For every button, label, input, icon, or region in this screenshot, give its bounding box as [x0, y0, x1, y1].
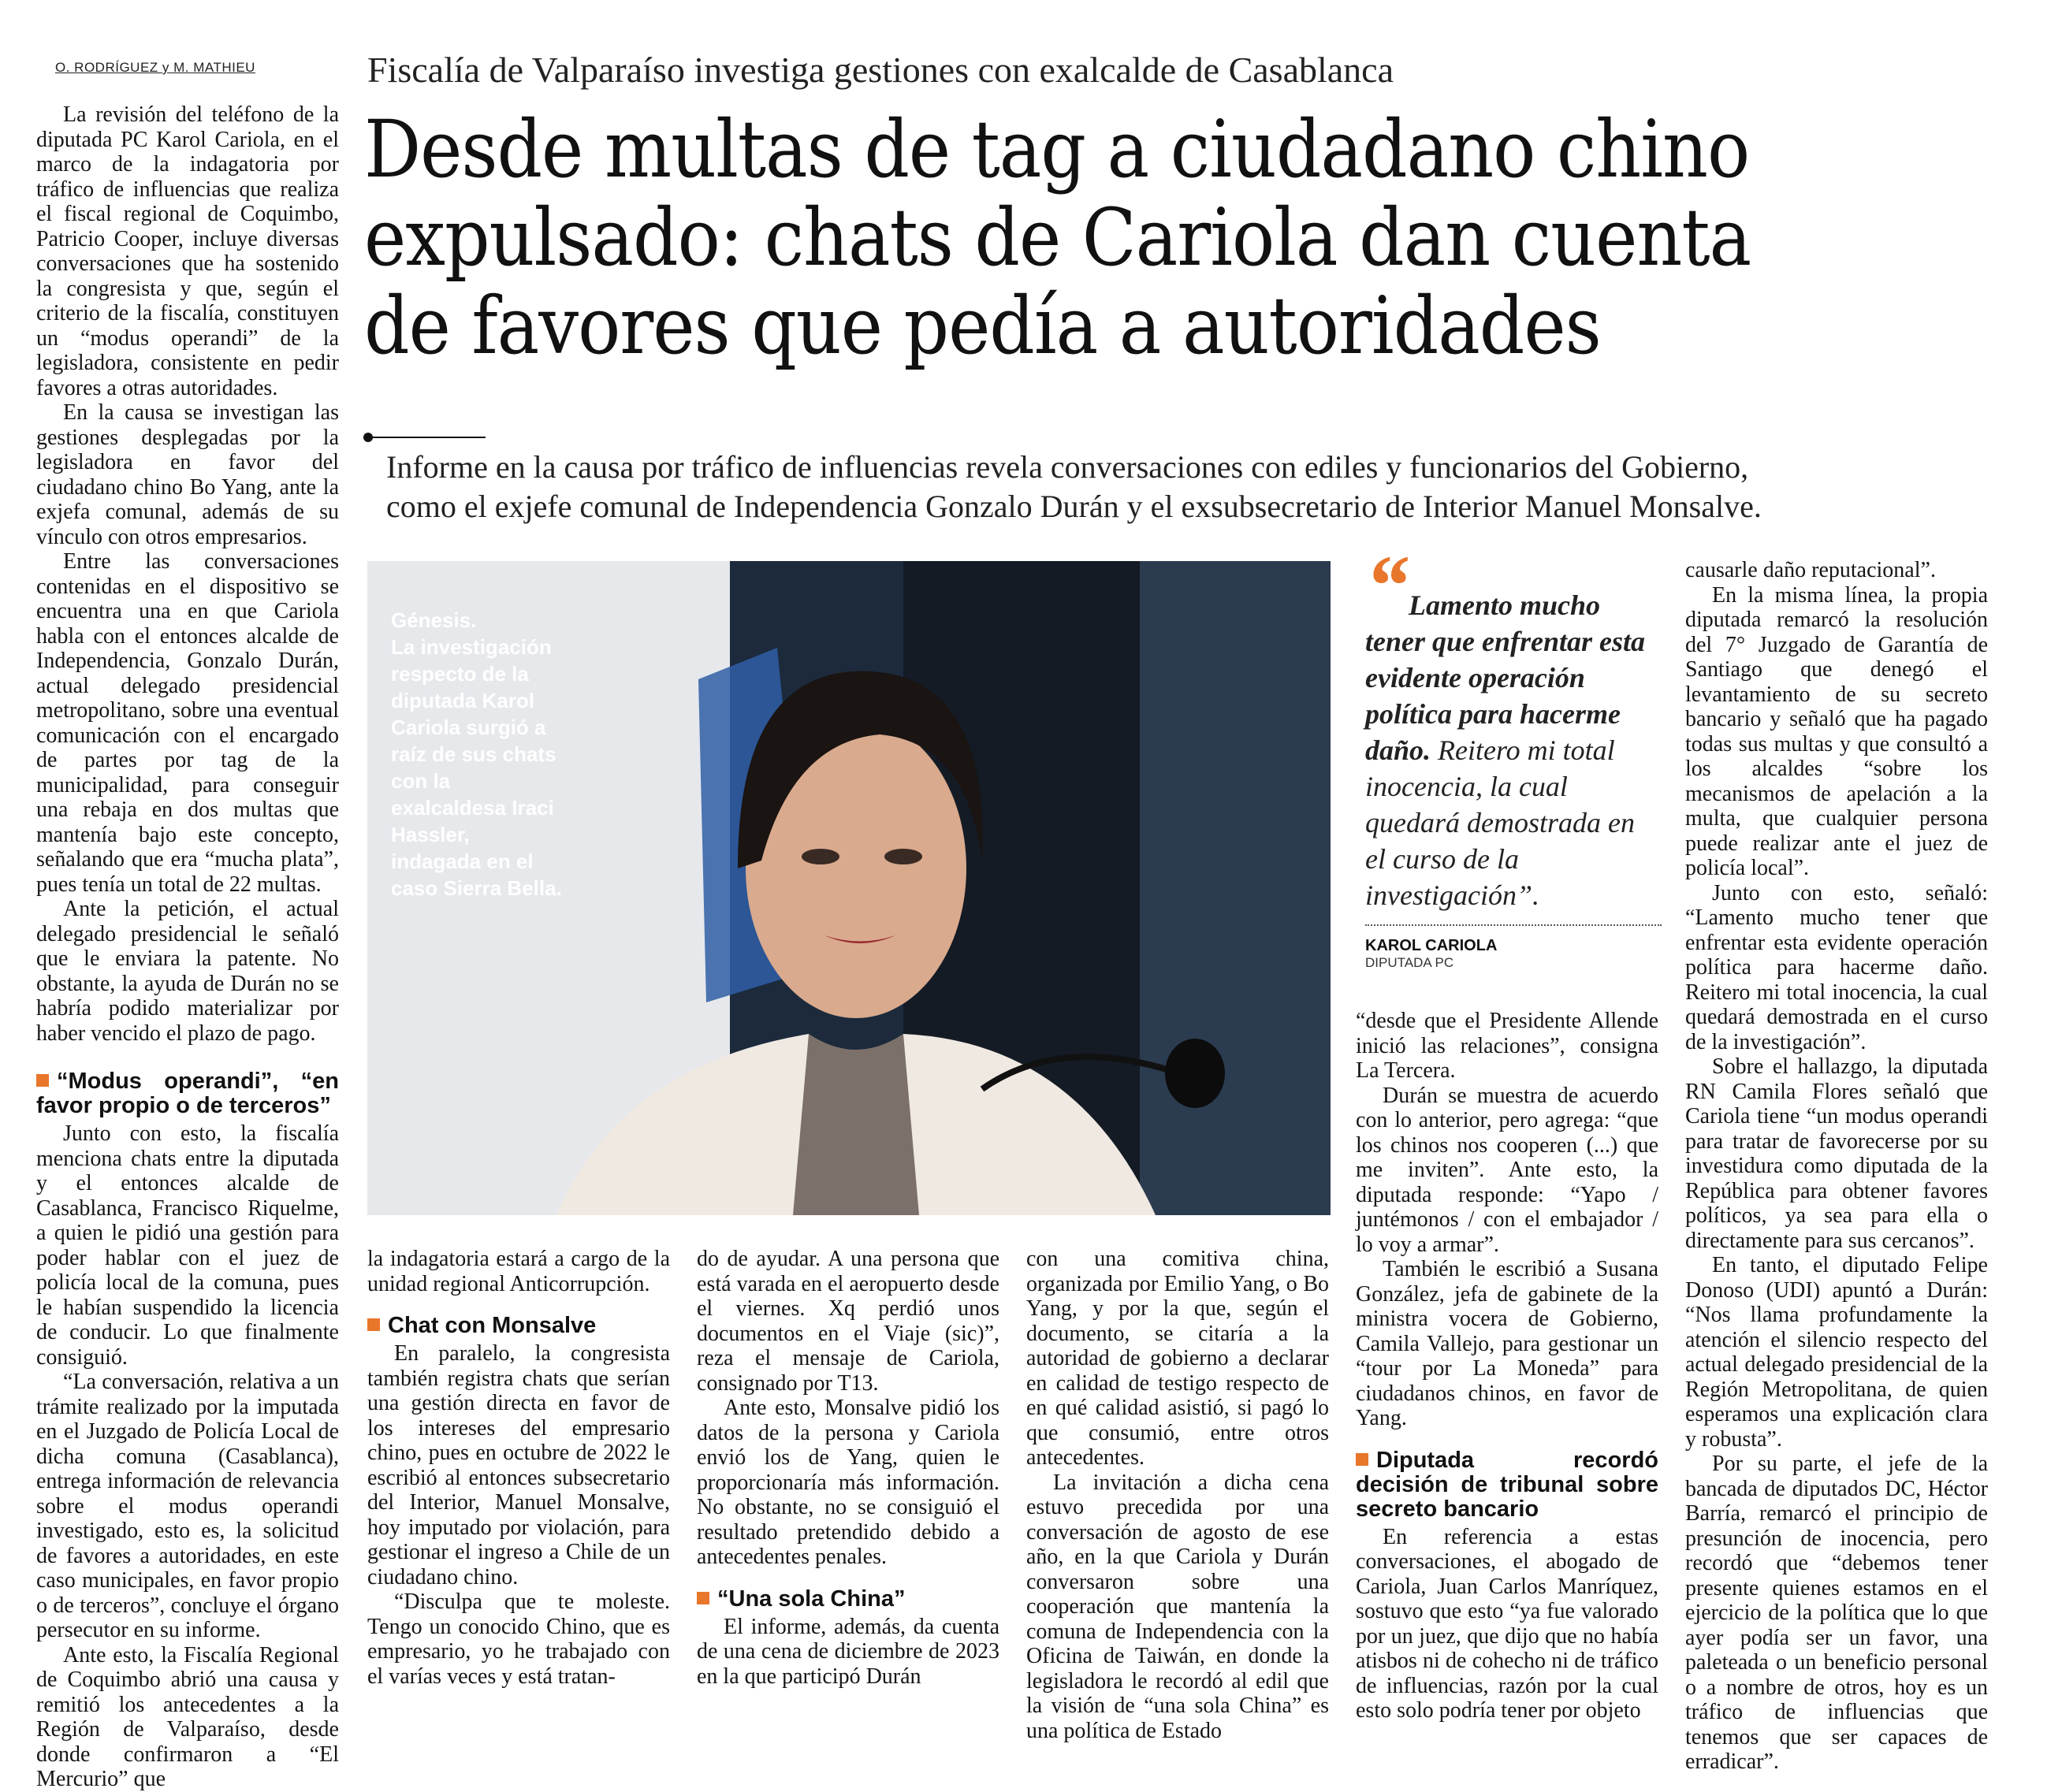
paragraph: Durán se muestra de acuerdo con lo anterior, pero agrega: “que los chinos nos cooperen (...) que me inviten”. Ante esto, la diputada responde: “Yapo / juntémonos / con el embajador / lo voy a armar”.: [1356, 1083, 1658, 1257]
paragraph: El informe, además, da cuenta de una cena de diciembre de 2023 en la que participó Durán: [697, 1614, 999, 1689]
paragraph: con una comitiva china, organizada por Emilio Yang, o Bo Yang, y por la que, según el documento, se citaría a la autoridad de gobierno a declarar en calidad de testigo respecto de en qué calidad asistió, si pagó lo que consumió, entre otros antecedentes.: [1026, 1247, 1329, 1470]
deck: [386, 448, 2034, 526]
subhead-monsalve: [367, 1314, 670, 1338]
paragraph: Entre las conversaciones contenidas en el dispositivo se encuentra una en que Cariola habla con el entonces alcalde de Independencia, Gonzalo Durán, actual delegado presidencial metropolitano, sobre una eventual comunicación con el encargado de partes por tag de la municipalidad, para conseguir una rebaja en dos multas que mantenía bajo este concepto, señalando que era “mucha plata”, pues tenía un total de 22 multas.: [36, 549, 339, 897]
paragraph: Junto con esto, la fiscalía menciona chats entre la diputada y el entonces alcalde de Casablanca, Francisco Riquelme, a quien le pidió una gestión para poder hablar con el juez de policía local de la comuna, pues le habían suspendido la licencia de conducir. Lo que finalmente consiguió.: [36, 1121, 339, 1370]
deck-line-2: como el exjefe comunal de Independencia Gonzalo Durán y el exsubsecretario de Interior Manuel Monsalve.: [386, 489, 1762, 524]
deck-bullet: [363, 433, 373, 442]
subhead-text: Diputada recordó decisión de tribunal sobre secreto bancario: [1356, 1447, 1658, 1522]
column-5: [1356, 1009, 1658, 1723]
subhead-text: Chat con Monsalve: [388, 1313, 597, 1338]
column-2: [367, 1247, 670, 1689]
headline: [364, 103, 2027, 372]
quote-rest: Reitero mi total inocencia, la cual quedará demostrada en el curso de la investigación”.: [1365, 734, 1635, 911]
paragraph: Por su parte, el jefe de la bancada de diputados DC, Héctor Barría, remarcó el principio de presunción de inocencia, pero recordó que “debemos tener presente quienes estamos en el ejercicio de la política que lo que ayer podía ser un favor, una paleteada o un beneficio personal o a nombre de otros, hoy es un tráfico de influencias que tenemos que ser capaces de erradicar”.: [1685, 1452, 1988, 1774]
caption-title: Génesis.: [391, 608, 477, 632]
headline-line-2: expulsado: chats de Cariola dan cuenta: [364, 191, 1751, 284]
paragraph: “desde que el Presidente Allende inició las relaciones”, consigna La Tercera.: [1356, 1009, 1658, 1083]
pull-quote: [1365, 537, 1662, 971]
deck-rule: [367, 437, 486, 438]
quote-bold: Lamento mucho tener que enfrentar esta evidente operación política para hacerme daño.: [1365, 589, 1645, 766]
quote-mark-icon: “: [1365, 537, 1409, 634]
photo-caption: [391, 607, 564, 902]
paragraph: la indagatoria estará a cargo de la unidad regional Anticorrupción.: [367, 1247, 670, 1296]
paragraph: También le escribió a Susana González, jefa de gabinete de la ministra vocera de Gobierno, Camila Vallejo, para gestionar un “tour por La Moneda” para ciudadanos chinos, en favor de Yang.: [1356, 1257, 1658, 1430]
subhead-tribunal: [1356, 1448, 1658, 1522]
quote-name: KAROL CARIOLA: [1365, 937, 1498, 954]
paragraph: Ante esto, Monsalve pidió los datos de la persona y Cariola envió los de Yang, quien le proporcionaría más información. No obstante, no se consiguió el resultado pretendido debido a antecedentes penales.: [697, 1396, 999, 1569]
orange-square-icon: [36, 1074, 49, 1087]
paragraph: En la causa se investigan las gestiones desplegadas por la legisladora en favor del ciudadano chino Bo Yang, ante la exjefa comunal, además de su vínculo con otros empresarios.: [36, 400, 339, 549]
subhead-text: “Una sola China”: [717, 1586, 906, 1612]
paragraph: Junto con esto, señaló: “Lamento mucho tener que enfrentar esta evidente operación política para hacerme daño. Reitero mi total inocencia, la cual quedará demostrada en el curso de la investigación”.: [1685, 880, 1988, 1054]
paragraph: Sobre el hallazgo, la diputada RN Camila Flores señaló que Cariola tiene “un modus operandi para tratar de favorecerse por su investidura como diputada de la República para obtener favores políticos, ya sea para ella o directamente para sus cercanos”.: [1685, 1054, 1988, 1253]
paragraph: En tanto, el diputado Felipe Donoso (UDI) apuntó a Durán: “Nos llama profundamente la atención el silencio respecto del actual delegado presidencial de la Región Metropolitana, de quien esperamos una explicación clara y robusta”.: [1685, 1253, 1988, 1452]
orange-square-icon: [367, 1318, 380, 1331]
column-4: [1026, 1247, 1329, 1743]
byline: O. RODRÍGUEZ y M. MATHIEU: [55, 60, 255, 75]
column-3: [697, 1247, 999, 1689]
paragraph: causarle daño reputacional”.: [1685, 558, 1936, 582]
paragraph: do de ayudar. A una persona que está varada en el aeropuerto desde el viernes. Xq perdió unos documentos en el Viaje (sic)”, reza el mensaje de Cariola, consignado por T13.: [697, 1247, 999, 1396]
paragraph: En paralelo, la congresista también registra chats que serían una gestión directa en favor de los intereses del empresario chino, pues en octubre de 2022 le escribió al entonces subsecretario del Interior, Manuel Monsalve, hoy imputado por violación, para gestionar el ingreso a Chile de un ciudadano chino.: [367, 1341, 670, 1589]
caption-text: La investigación respecto de la diputada Karol Cariola surgió a raíz de sus chats con la exalcaldesa Iraci Hassler, indagada en el caso Sierra Bella.: [391, 635, 562, 900]
paragraph: La invitación a dicha cena estuvo precedida por una conversación de agosto de ese año, en la que Cariola y Durán conversaron sobre una cooperación que mantenía la comuna de Independencia con la Oficina de Taiwán, en donde la legisladora le recordó al edil que la visión de “una sola China” es una política de Estado: [1026, 1470, 1329, 1743]
paragraph: “Disculpa que te moleste. Tengo un conocido Chino, que es empresario, yo he trabajado con el varías veces y está tratan-: [367, 1589, 670, 1689]
column-6: [1685, 558, 1988, 1775]
paragraph: Ante esto, la Fiscalía Regional de Coquimbo abrió una causa y remitió los antecedentes a la Región de Valparaíso, desde donde confirmaron a “El Mercurio” que: [36, 1642, 339, 1791]
deck-line-1: Informe en la causa por tráfico de influencias revela conversaciones con ediles y funcionarios del Gobierno,: [386, 449, 1749, 485]
column-1: [36, 102, 339, 1792]
subhead-china: [697, 1587, 999, 1612]
paragraph: “La conversación, relativa a un trámite realizado por la imputada en el Juzgado de Policía Local de dicha comuna (Casablanca), entrega información de relevancia sobre el modus operandi investigado, esto es, la solicitud de favores a autoridades, en este caso municipales, en favor propio o de terceros”, concluye el órgano persecutor en su informe.: [36, 1370, 339, 1642]
headline-line-3: de favores que pedía a autoridades: [364, 280, 1601, 372]
subhead-text: “Modus operandi”, “en favor propio o de terceros”: [36, 1069, 339, 1118]
paragraph: Ante la petición, el actual delegado presidencial le señaló que le enviara la patente. No obstante, la ayuda de Durán no se habría podido materializar por haber vencido el plazo de pago.: [36, 897, 339, 1046]
headline-line-1: Desde multas de tag a ciudadano chino: [364, 103, 1750, 195]
subhead-modus: [36, 1069, 339, 1118]
paragraph: En la misma línea, la propia diputada remarcó la resolución del 7° Juzgado de Garantía de Santiago que denegó el levantamiento de su secreto bancario y señaló que ha pagado todas sus multas y que consultó a los alcaldes “sobre los mecanismos de apelación a la multa, que cualquier persona puede realizar ante el juez de policía local”.: [1685, 582, 1988, 880]
paragraph: En referencia a estas conversaciones, el abogado de Cariola, Juan Carlos Manríquez, sostuvo que esto “ya fue valorado por un juez, que dijo que no había atisbos ni de cohecho ni de tráfico de influencias, razón por la cual esto solo podría tener por objeto: [1356, 1524, 1658, 1723]
quote-attribution: [1365, 924, 1662, 971]
quote-role: DIPUTADA PC: [1365, 955, 1454, 970]
orange-square-icon: [1356, 1453, 1368, 1466]
kicker: Fiscalía de Valparaíso investiga gestiones con exalcalde de Casablanca: [367, 50, 1394, 90]
orange-square-icon: [697, 1592, 709, 1604]
quote-text: [1365, 537, 1662, 913]
paragraph: La revisión del teléfono de la diputada PC Karol Cariola, en el marco de la indagatoria por tráfico de influencias que realiza el fiscal regional de Coquimbo, Patricio Cooper, incluye diversas conversaciones que ha sostenido la congresista y que, según el criterio de la fiscalía, constituyen un “modus operandi” de la legisladora, consistente en pedir favores a otras autoridades.: [36, 102, 339, 400]
news-photo: [367, 561, 1331, 1215]
